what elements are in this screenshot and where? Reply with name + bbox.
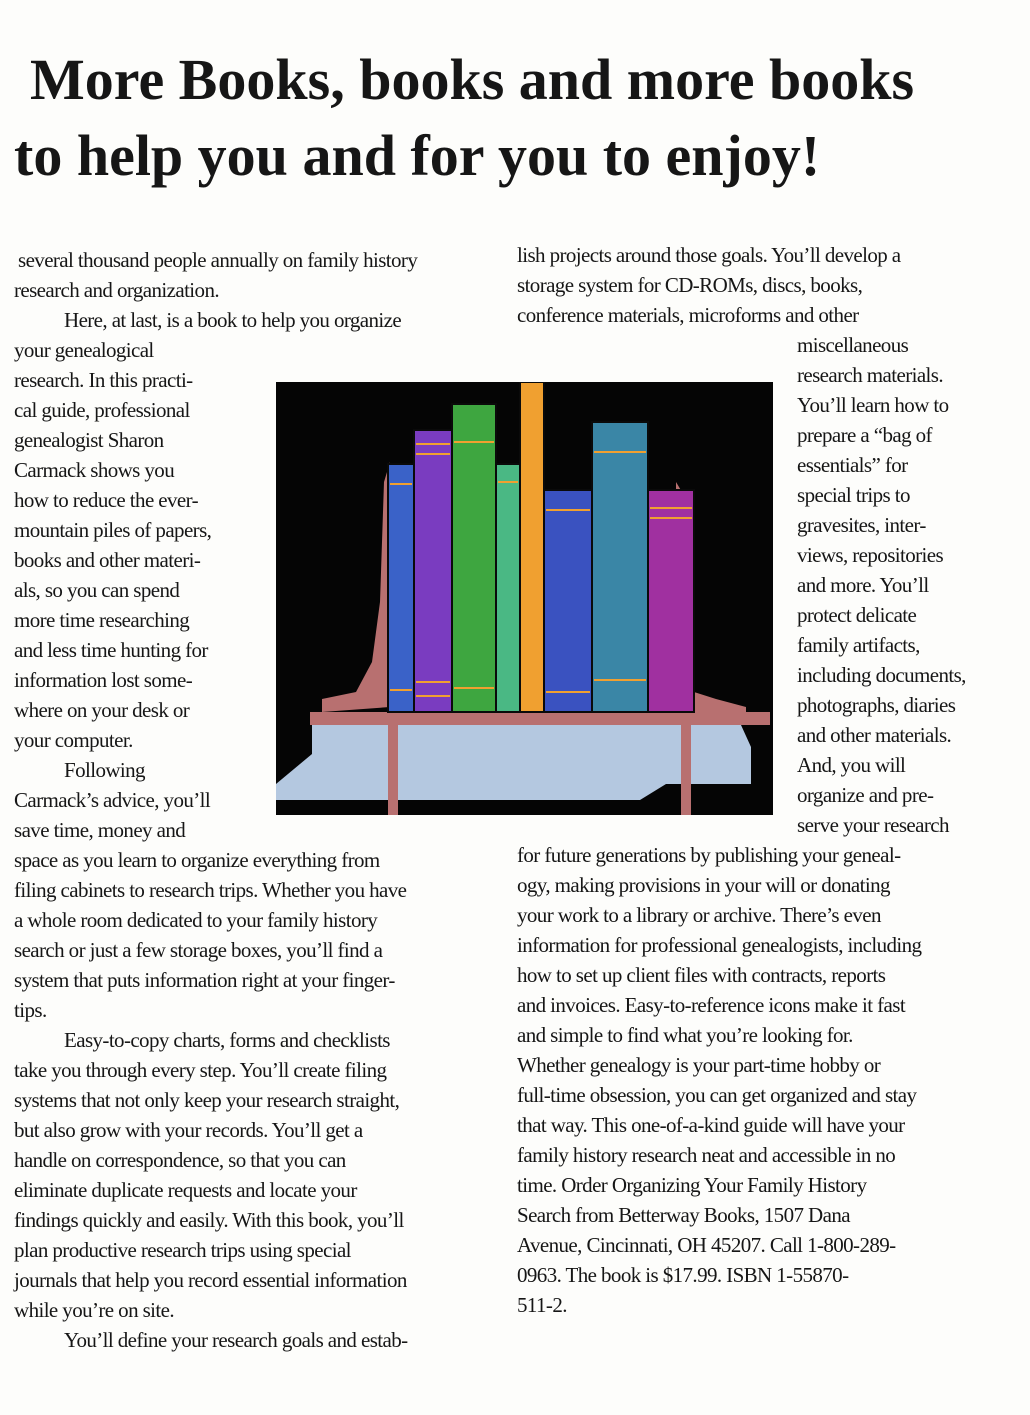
book xyxy=(388,464,414,712)
left-line: search or just a few storage boxes, you’ll find a xyxy=(14,938,383,962)
right-line: photographs, diaries xyxy=(797,693,956,717)
left-line: research and organization. xyxy=(14,278,219,302)
right-line: Whether genealogy is your part-time hobby or xyxy=(517,1053,881,1077)
right-line: family history research neat and accessible in no xyxy=(517,1143,896,1167)
left-line: eliminate duplicate requests and locate your xyxy=(14,1178,357,1202)
right-line: including documents, xyxy=(797,663,966,687)
left-line: books and other materi- xyxy=(14,548,201,572)
right-line: and more. You’ll xyxy=(797,573,929,597)
left-line: handle on correspondence, so that you can xyxy=(14,1148,346,1172)
right-line: essentials” for xyxy=(797,453,908,477)
left-line: but also grow with your records. You’ll get a xyxy=(14,1118,363,1142)
right-line: miscellaneous xyxy=(797,333,909,357)
right-line: ogy, making provisions in your will or donating xyxy=(517,873,890,897)
book xyxy=(544,490,592,712)
left-line: information lost some- xyxy=(14,668,193,692)
left-line: a whole room dedicated to your family history xyxy=(14,908,378,932)
left-line: your genealogical xyxy=(14,338,154,362)
book xyxy=(592,422,648,712)
left-line: journals that help you record essential information xyxy=(14,1268,407,1292)
book xyxy=(496,464,520,712)
left-line: findings quickly and easily. With this book, you’ll xyxy=(14,1208,404,1232)
right-line: your work to a library or archive. There’s even xyxy=(517,903,881,927)
left-line: save time, money and xyxy=(14,818,186,842)
left-line: mountain piles of papers, xyxy=(14,518,212,542)
left-line: You’ll define your research goals and estab- xyxy=(64,1328,408,1352)
book xyxy=(648,490,694,712)
right-line: protect delicate xyxy=(797,603,917,627)
left-line: how to reduce the ever- xyxy=(14,488,199,512)
left-line: your computer. xyxy=(14,728,133,752)
left-line: where on your desk or xyxy=(14,698,190,722)
right-line: how to set up client files with contracts, reports xyxy=(517,963,886,987)
right-line: special trips to xyxy=(797,483,910,507)
left-line: Easy-to-copy charts, forms and checklists xyxy=(64,1028,390,1052)
left-line: space as you learn to organize everything from xyxy=(14,848,380,872)
left-line: Carmack’s advice, you’ll xyxy=(14,788,211,812)
bookshelf-icon xyxy=(276,382,773,815)
right-line: and other materials. xyxy=(797,723,952,747)
right-line: time. Order Organizing Your Family History xyxy=(517,1173,867,1197)
left-line: genealogist Sharon xyxy=(14,428,164,452)
right-line: family artifacts, xyxy=(797,633,920,657)
left-line: research. In this practi- xyxy=(14,368,193,392)
right-line: views, repositories xyxy=(797,543,944,567)
right-line: lish projects around those goals. You’ll develop a xyxy=(517,243,901,267)
right-line: gravesites, inter- xyxy=(797,513,926,537)
left-line: Carmack shows you xyxy=(14,458,175,482)
right-line: storage system for CD-ROMs, discs, books, xyxy=(517,273,863,297)
left-line: plan productive research trips using special xyxy=(14,1238,351,1262)
headline xyxy=(0,42,1030,194)
right-line: And, you will xyxy=(797,753,906,777)
headline-line-2: to help you and for you to enjoy! xyxy=(14,123,821,188)
left-line: and less time hunting for xyxy=(14,638,208,662)
right-line: conference materials, microforms and other xyxy=(517,303,859,327)
right-line: for future generations by publishing your geneal- xyxy=(517,843,901,867)
left-line: several thousand people annually on family history xyxy=(18,248,418,272)
right-line: Search from Betterway Books, 1507 Dana xyxy=(517,1203,850,1227)
right-line: research materials. xyxy=(797,363,944,387)
right-line: You’ll learn how to xyxy=(797,393,949,417)
left-line: take you through every step. You’ll create filing xyxy=(14,1058,387,1082)
right-line: prepare a “bag of xyxy=(797,423,932,447)
right-line: and invoices. Easy-to-reference icons make it fast xyxy=(517,993,906,1017)
left-line: cal guide, professional xyxy=(14,398,190,422)
left-line: filing cabinets to research trips. Whether you have xyxy=(14,878,407,902)
right-line: and simple to find what you’re looking for. xyxy=(517,1023,853,1047)
book xyxy=(520,382,544,712)
shelf-board xyxy=(310,712,770,725)
left-line: Here, at last, is a book to help you organize xyxy=(64,308,402,332)
book xyxy=(414,430,452,712)
shelf-leg xyxy=(388,725,398,815)
right-line: 0963. The book is $17.99. ISBN 1-55870- xyxy=(517,1263,849,1287)
left-line: als, so you can spend xyxy=(14,578,180,602)
right-line: 511-2. xyxy=(517,1293,567,1317)
shelf-leg xyxy=(681,725,691,815)
left-line: system that puts information right at your finger- xyxy=(14,968,395,992)
left-line: while you’re on site. xyxy=(14,1298,175,1322)
book xyxy=(452,404,496,712)
right-line: full-time obsession, you can get organized and stay xyxy=(517,1083,917,1107)
right-line: information for professional genealogists, including xyxy=(517,933,922,957)
right-line: that way. This one-of-a-kind guide will have your xyxy=(517,1113,905,1137)
right-line: organize and pre- xyxy=(797,783,934,807)
left-line: more time researching xyxy=(14,608,190,632)
headline-line-1: More Books, books and more books xyxy=(30,47,915,112)
right-line: Avenue, Cincinnati, OH 45207. Call 1-800-289- xyxy=(517,1233,896,1257)
left-line: systems that not only keep your research straight, xyxy=(14,1088,400,1112)
right-line: serve your research xyxy=(797,813,949,837)
left-line: tips. xyxy=(14,998,47,1022)
left-line: Following xyxy=(64,758,145,782)
